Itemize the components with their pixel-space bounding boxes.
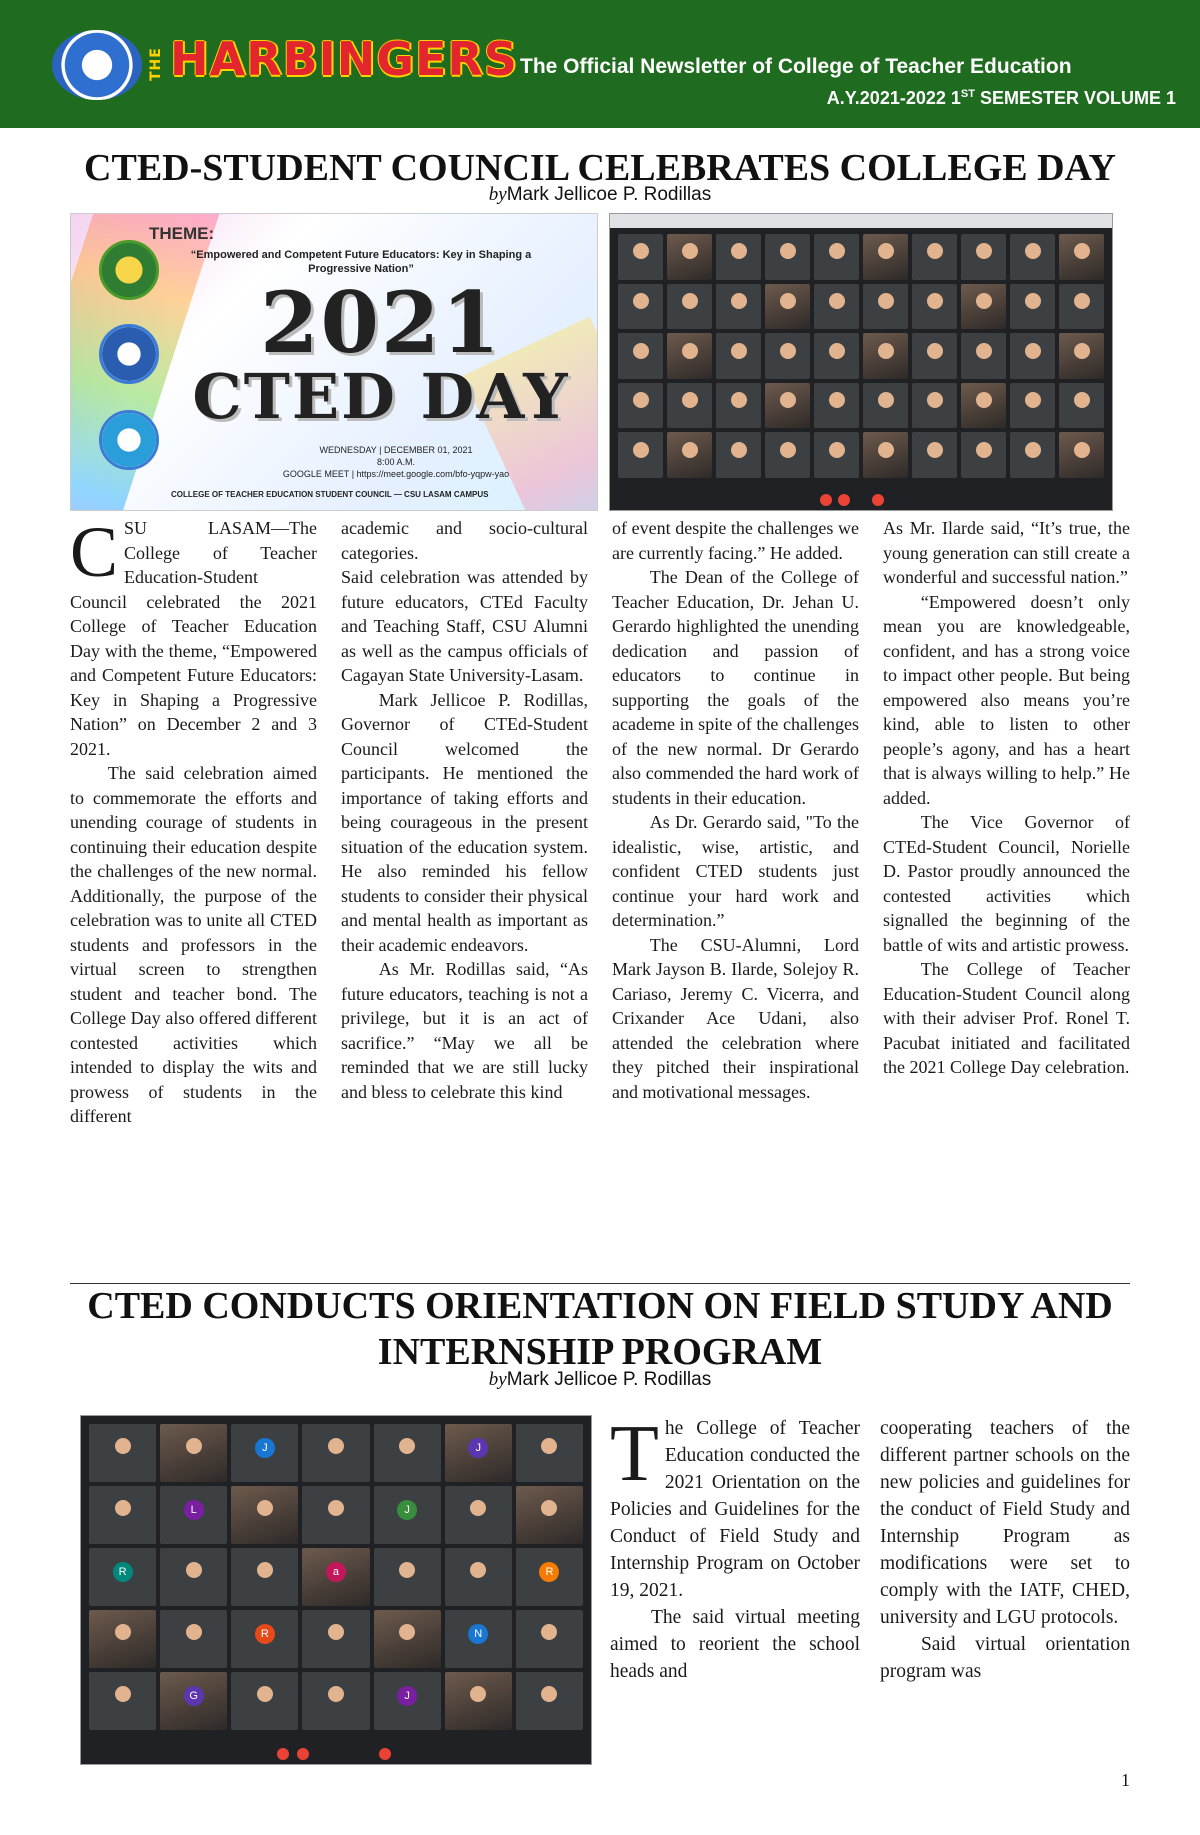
participant-face (1074, 243, 1090, 259)
participant-face (1074, 392, 1090, 408)
participant-tile (445, 1424, 512, 1482)
end-call-icon (379, 1748, 391, 1760)
participant-face (541, 1686, 557, 1702)
participant-tile (374, 1672, 441, 1730)
paragraph: The Dean of the College of Teacher Education, Dr. Jehan U. Gerardo highlighted the unending dedication and passion of educators to continue in supporting the goals of the academe in spite of the challenges of the new normal. Dr Gerardo also commended the hard work of students in their education. (612, 567, 859, 808)
volume-pre: A.Y.2021-2022 1 (826, 88, 961, 108)
participant-tile (160, 1486, 227, 1544)
participant-tile (302, 1548, 369, 1606)
participant-face (541, 1624, 557, 1640)
participant-tile (1010, 432, 1055, 478)
participant-tile (912, 234, 957, 280)
volume-sup: ST (960, 88, 975, 100)
participant-face (829, 442, 845, 458)
participant-tile (912, 432, 957, 478)
participant-tile (667, 333, 712, 379)
video-meeting-screenshot-2 (80, 1415, 592, 1765)
participant-tile (160, 1424, 227, 1482)
participant-grid (89, 1424, 583, 1730)
paragraph: The CSU-Alumni, Lord Mark Jayson B. Ilarde, Solejoy R. Cariaso, Jeremy C. Vicerra, and Crixander Ace Udani, also attended the celebration where they pitched their inspirational and motivational messages. (612, 934, 859, 1102)
participant-face (115, 1624, 131, 1640)
participant-tile (912, 383, 957, 429)
participant-face (633, 343, 649, 359)
participant-face (1025, 293, 1041, 309)
participant-face (682, 293, 698, 309)
participant-face (976, 243, 992, 259)
byline-author: Mark Jellicoe P. Rodillas (506, 1369, 712, 1390)
participant-tile (765, 383, 810, 429)
poster-schedule (281, 444, 511, 480)
participant-avatar: R (539, 1562, 559, 1582)
participant-tile (89, 1486, 156, 1544)
participant-tile (814, 284, 859, 330)
participant-tile (516, 1424, 583, 1482)
paragraph: As Dr. Gerardo said, "To the idealistic, wise, artistic, and confident CTED students just continue your hard work and determination.” (612, 812, 859, 930)
paragraph: Said celebration was attended by future educators, CTEd Faculty and Teaching Staff, CSU Alumni as well as the campus officials of Cagayan State University-Lasam. (341, 567, 588, 685)
page-number: 1 (1121, 1770, 1130, 1790)
poster-footer: COLLEGE OF TEACHER EDUCATION STUDENT COUNCIL — CSU LASAM CAMPUS (171, 490, 489, 499)
participant-tile (765, 284, 810, 330)
participant-tile (1059, 333, 1104, 379)
participant-avatar: J (468, 1438, 488, 1458)
participant-face (115, 1500, 131, 1516)
article1-column-2 (341, 516, 588, 1104)
participant-tile (765, 234, 810, 280)
participant-tile (618, 383, 663, 429)
participant-tile (231, 1486, 298, 1544)
participant-face (470, 1500, 486, 1516)
paragraph: of event despite the challenges we are currently facing.” He added. (612, 518, 859, 563)
participant-tile (445, 1610, 512, 1668)
participant-face (328, 1624, 344, 1640)
mic-icon (820, 494, 832, 506)
poster-theme-label: THEME: (149, 224, 215, 243)
article2-title-line2: INTERNSHIP PROGRAM (377, 1331, 823, 1373)
participant-tile (667, 284, 712, 330)
poster-year: 2021 (260, 273, 502, 372)
participant-tile (618, 234, 663, 280)
participant-tile (912, 333, 957, 379)
poster-event: CTED DAY (192, 360, 570, 433)
participant-tile (89, 1672, 156, 1730)
participant-tile (961, 432, 1006, 478)
participant-face (257, 1562, 273, 1578)
participant-face (328, 1686, 344, 1702)
participant-tile (1059, 383, 1104, 429)
participant-tile (231, 1548, 298, 1606)
participant-grid (618, 234, 1104, 478)
participant-face (399, 1438, 415, 1454)
participant-face (399, 1562, 415, 1578)
participant-tile (814, 234, 859, 280)
participant-face (257, 1686, 273, 1702)
participant-face (115, 1686, 131, 1702)
camera-icon (297, 1748, 309, 1760)
brand-name: HARBINGERS (170, 32, 518, 86)
participant-tile (160, 1610, 227, 1668)
paragraph: Said virtual orientation program was (880, 1634, 1130, 1682)
participant-tile (1010, 333, 1055, 379)
byline-by: by (488, 1369, 507, 1390)
paragraph: As Mr. Rodillas said, “As future educators, teaching is not a privilege, but it is an act of sacrifice.” “May we all be reminded that we are still lucky and bless to celebrate this kind (341, 959, 588, 1102)
participant-avatar: R (113, 1562, 133, 1582)
paragraph: The said celebration aimed to commemorate the efforts and unending courage of students in continuing their education despite the challenges of the new normal. Additionally, the purpose of the celebration was to unite all CTED students and professors in the virtual screen to strengthen student and teacher bond. The College Day also offered different contested activities which intended to display the wits and prowess of students in the different (70, 763, 317, 1126)
article1-column-4 (883, 516, 1130, 1080)
college-seal-logo (52, 30, 142, 100)
participant-face (541, 1438, 557, 1454)
participant-tile (374, 1548, 441, 1606)
participant-tile (765, 432, 810, 478)
participant-avatar: G (184, 1686, 204, 1706)
participant-tile (667, 383, 712, 429)
participant-tile (374, 1610, 441, 1668)
participant-tile (89, 1424, 156, 1482)
student-council-logo (99, 410, 159, 470)
paragraph: The Vice Governor of CTEd-Student Council, Norielle D. Pastor proudly announced the contested activities which signalled the beginning of the battle of wits and artistic prowess. (883, 812, 1130, 955)
participant-tile (814, 432, 859, 478)
paragraph: The said virtual meeting aimed to reorient the school heads and (610, 1607, 860, 1682)
article1-column-1 (70, 512, 317, 1129)
participant-face (682, 343, 698, 359)
participant-tile (89, 1548, 156, 1606)
participant-face (878, 293, 894, 309)
participant-tile (961, 333, 1006, 379)
participant-tile (445, 1548, 512, 1606)
participant-tile (961, 383, 1006, 429)
participant-face (328, 1500, 344, 1516)
participant-tile (863, 432, 908, 478)
participant-tile (618, 432, 663, 478)
participant-face (115, 1438, 131, 1454)
participant-face (878, 243, 894, 259)
participant-tile (716, 284, 761, 330)
dropcap: T (610, 1410, 659, 1498)
participant-face (780, 442, 796, 458)
paragraph: As Mr. Ilarde said, “It’s true, the young generation can still create a wonderful and successful nation.” (883, 518, 1130, 587)
participant-avatar: J (255, 1438, 275, 1458)
participant-tile (302, 1610, 369, 1668)
participant-face (328, 1438, 344, 1454)
participant-tile (1059, 284, 1104, 330)
participant-tile (160, 1548, 227, 1606)
paragraph: “Empowered doesn’t only mean you are knowledgeable, confident, and has a strong voice to impact other people. But being empowered also means you’re kind, able to listen to other people’s agony, and has a heart that is always willing to help.” He added. (883, 591, 1130, 808)
article2-title (40, 1283, 1160, 1375)
participant-avatar: a (326, 1562, 346, 1582)
participant-face (878, 392, 894, 408)
volume-info (827, 88, 1176, 109)
participant-face (1025, 442, 1041, 458)
dropcap: C (70, 512, 119, 592)
participant-tile (231, 1672, 298, 1730)
participant-avatar: J (397, 1686, 417, 1706)
participant-face (399, 1624, 415, 1640)
article2-column-1 (610, 1410, 860, 1685)
participant-tile (516, 1486, 583, 1544)
participant-tile (1059, 234, 1104, 280)
participant-tile (231, 1424, 298, 1482)
paragraph: SU LASAM—The College of Teacher Education-Student Council celebrated the 2021 College of Teacher Education Day with the theme, “Empowered and Competent Future Educators: Key in Shaping a Progressive Nation” on December 2 and 3 2021. (70, 518, 317, 759)
participant-tile (302, 1424, 369, 1482)
participant-face (1025, 343, 1041, 359)
poster-theme-text: “Empowered and Competent Future Educators: Key in Shaping a Progressive Nation” (190, 249, 532, 275)
participant-tile (912, 284, 957, 330)
participant-face (633, 243, 649, 259)
participant-tile (814, 383, 859, 429)
poster-meet-link: GOOGLE MEET | https://meet.google.com/bfo-yqpw-yao (282, 469, 510, 479)
participant-face (1074, 442, 1090, 458)
poster-time: 8:00 A.M. (376, 457, 416, 467)
participant-avatar: L (184, 1500, 204, 1520)
participant-tile (716, 432, 761, 478)
participant-face (878, 343, 894, 359)
participant-tile (618, 333, 663, 379)
participant-tile (1010, 284, 1055, 330)
participant-face (1025, 243, 1041, 259)
article1-column-3 (612, 516, 859, 1104)
participant-tile (765, 333, 810, 379)
paragraph: Mark Jellicoe P. Rodillas, Governor of CTEd-Student Council welcomed the participants. He mentioned the importance of taking efforts and being courageous in the present situation of the education system. He also reminded his fellow students to consider their physical and mental health as important as their academic endeavors. (341, 689, 588, 955)
participant-face (1074, 293, 1090, 309)
participant-face (780, 293, 796, 309)
participant-face (731, 343, 747, 359)
meeting-controls (610, 488, 1112, 510)
browser-bar (610, 214, 1112, 228)
participant-tile (89, 1610, 156, 1668)
participant-face (1025, 392, 1041, 408)
participant-tile (1010, 234, 1055, 280)
participant-tile (516, 1610, 583, 1668)
poster-date: WEDNESDAY | DECEMBER 01, 2021 (319, 445, 473, 455)
participant-avatar: R (255, 1624, 275, 1644)
participant-tile (231, 1610, 298, 1668)
volume-post: SEMESTER VOLUME 1 (974, 88, 1176, 108)
paragraph: cooperating teachers of the different partner schools on the new policies and guidelines for the conduct of Field Study and Internship Program as modifications were set to comply with the IATF, CHED, university and LGU protocols. (880, 1418, 1130, 1628)
participant-face (976, 293, 992, 309)
participant-tile (863, 234, 908, 280)
article2-byline (0, 1369, 1200, 1391)
masthead (0, 0, 1200, 128)
participant-face (682, 442, 698, 458)
participant-tile (961, 284, 1006, 330)
newsletter-tagline: The Official Newsletter of College of Teacher Education (520, 55, 1072, 78)
participant-face (829, 243, 845, 259)
participant-tile (716, 333, 761, 379)
participant-tile (961, 234, 1006, 280)
participant-tile (516, 1672, 583, 1730)
video-meeting-screenshot-1 (609, 213, 1113, 511)
participant-face (186, 1562, 202, 1578)
article2-column-2 (880, 1415, 1130, 1685)
article1-title: CTED-STUDENT COUNCIL CELEBRATES COLLEGE DAY (84, 147, 1116, 189)
camera-icon (838, 494, 850, 506)
participant-tile (516, 1548, 583, 1606)
participant-tile (863, 333, 908, 379)
end-call-icon (872, 494, 884, 506)
csu-logo (99, 324, 159, 384)
participant-face (470, 1686, 486, 1702)
participant-face (780, 343, 796, 359)
participant-tile (302, 1486, 369, 1544)
participant-face (927, 343, 943, 359)
participant-tile (374, 1486, 441, 1544)
mic-icon (277, 1748, 289, 1760)
brand-prefix: THE (148, 47, 164, 81)
participant-face (731, 293, 747, 309)
participant-face (927, 243, 943, 259)
participant-tile (814, 333, 859, 379)
participant-tile (667, 234, 712, 280)
participant-tile (618, 284, 663, 330)
participant-face (829, 293, 845, 309)
participant-face (829, 392, 845, 408)
participant-face (780, 243, 796, 259)
meeting-controls (81, 1742, 591, 1764)
participant-tile (374, 1424, 441, 1482)
participant-tile (667, 432, 712, 478)
participant-tile (716, 383, 761, 429)
participant-face (633, 392, 649, 408)
participant-face (927, 442, 943, 458)
article2-title-line1: CTED CONDUCTS ORIENTATION ON FIELD STUDY AND (87, 1285, 1113, 1327)
participant-face (257, 1500, 273, 1516)
participant-tile (445, 1486, 512, 1544)
paragraph: he College of Teacher Education conducted the 2021 Orientation on the Policies and Guidelines for the Conduct of Field Study and Internship Program on October 19, 2021. (610, 1418, 860, 1601)
participant-face (927, 293, 943, 309)
byline-author: Mark Jellicoe P. Rodillas (506, 184, 712, 205)
participant-face (976, 442, 992, 458)
participant-face (780, 392, 796, 408)
participant-tile (863, 284, 908, 330)
cted-logo (99, 240, 159, 300)
participant-face (731, 392, 747, 408)
participant-tile (160, 1672, 227, 1730)
participant-face (976, 392, 992, 408)
paragraph: academic and socio-cultural categories. (341, 518, 588, 563)
participant-tile (302, 1672, 369, 1730)
participant-tile (445, 1672, 512, 1730)
participant-face (731, 243, 747, 259)
article1-byline (0, 184, 1200, 206)
participant-face (829, 343, 845, 359)
participant-tile (716, 234, 761, 280)
paragraph: The College of Teacher Education-Student Council along with their adviser Prof. Ronel T. Pacubat initiated and facilitated the 2021 College Day celebration. (883, 959, 1130, 1077)
participant-avatar: N (468, 1624, 488, 1644)
participant-face (633, 442, 649, 458)
participant-face (976, 343, 992, 359)
participant-tile (863, 383, 908, 429)
participant-face (186, 1438, 202, 1454)
participant-face (682, 392, 698, 408)
participant-tile (1010, 383, 1055, 429)
participant-face (470, 1562, 486, 1578)
participant-face (541, 1500, 557, 1516)
cted-day-poster (70, 213, 598, 511)
participant-face (633, 293, 649, 309)
participant-face (927, 392, 943, 408)
participant-face (731, 442, 747, 458)
participant-tile (1059, 432, 1104, 478)
participant-face (1074, 343, 1090, 359)
participant-face (682, 243, 698, 259)
participant-face (186, 1624, 202, 1640)
byline-by: by (488, 184, 507, 205)
participant-avatar: J (397, 1500, 417, 1520)
participant-face (878, 442, 894, 458)
